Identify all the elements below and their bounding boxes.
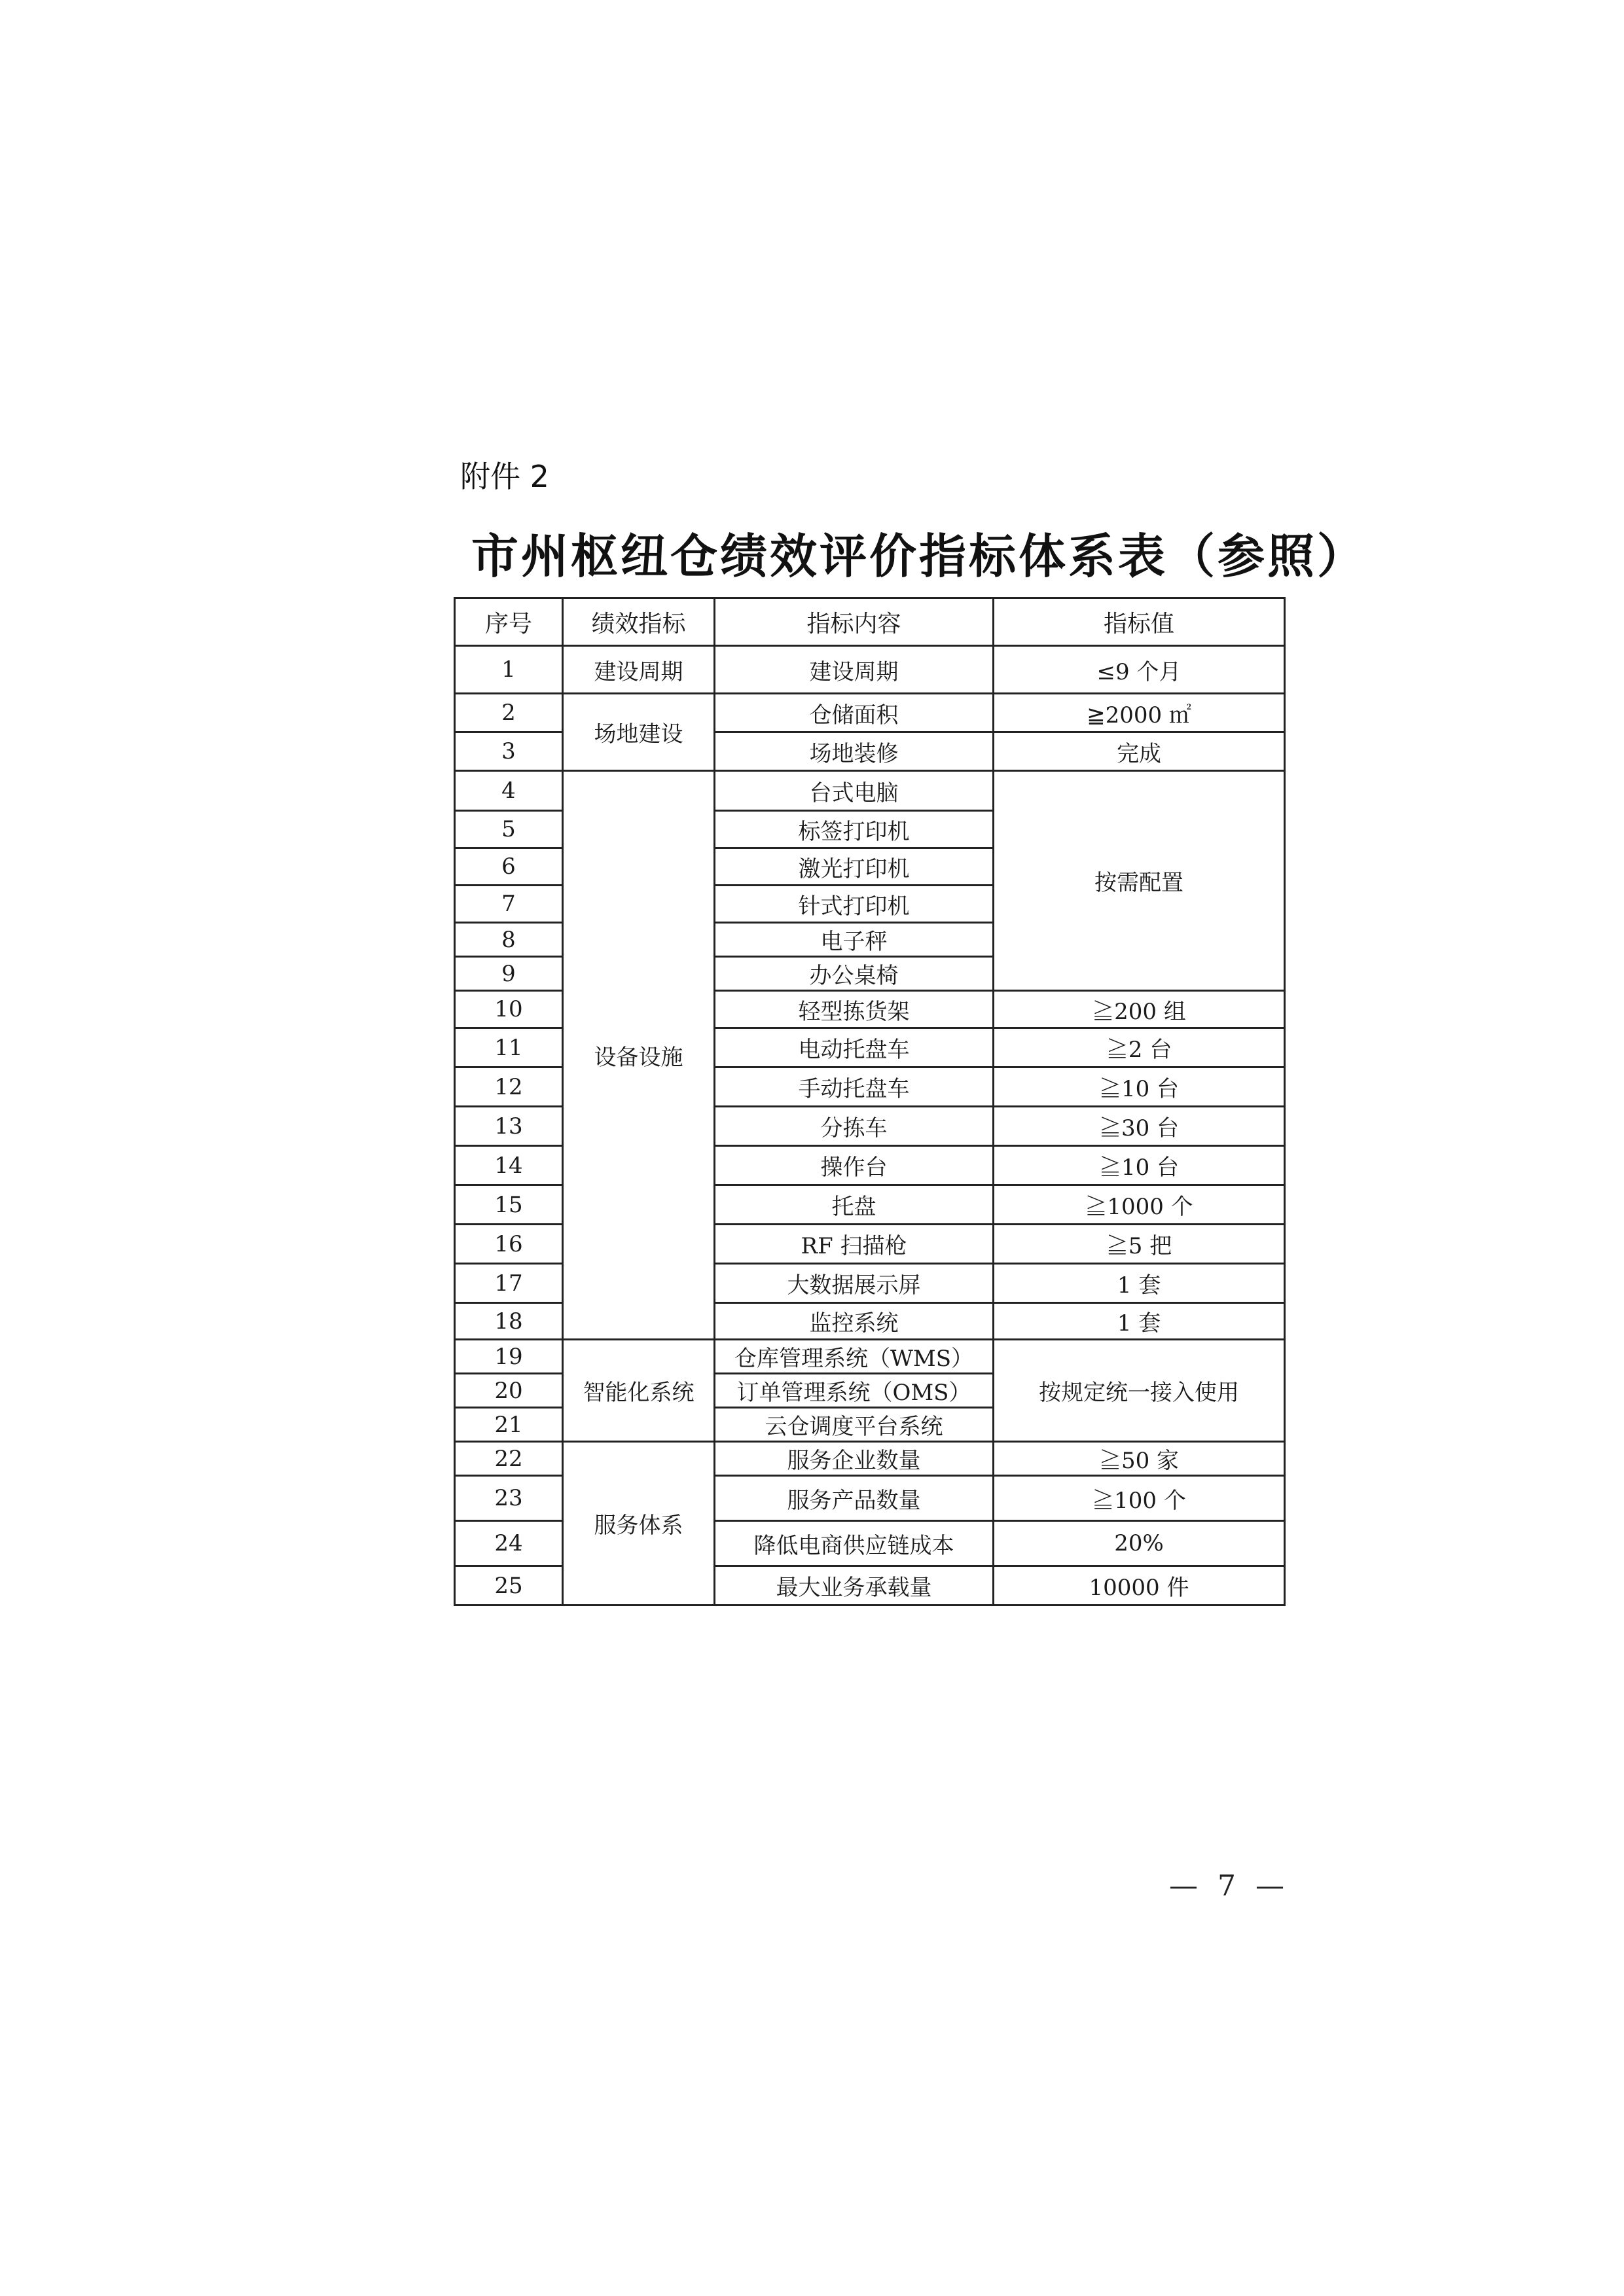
content-cell: 操作台 <box>715 1146 994 1185</box>
content-cell: 仓储面积 <box>715 694 994 732</box>
value-cell: ≧2 台 <box>994 1028 1285 1067</box>
serial-cell: 22 <box>455 1442 563 1476</box>
value-cell: 1 套 <box>994 1264 1285 1303</box>
content-cell: 针式打印机 <box>715 886 994 923</box>
serial-cell: 24 <box>455 1521 563 1566</box>
content-cell: 轻型拣货架 <box>715 991 994 1028</box>
header-serial-number: 序号 <box>455 598 563 646</box>
indicator-table <box>454 597 1286 1606</box>
serial-cell: 21 <box>455 1408 563 1442</box>
table-row <box>455 646 1285 694</box>
serial-cell: 1 <box>455 646 563 694</box>
serial-cell: 3 <box>455 732 563 771</box>
serial-cell: 8 <box>455 923 563 957</box>
serial-cell: 11 <box>455 1028 563 1067</box>
table-row <box>455 1340 1285 1374</box>
value-cell: 完成 <box>994 732 1285 771</box>
content-cell: 分拣车 <box>715 1107 994 1146</box>
serial-cell: 9 <box>455 957 563 991</box>
serial-cell: 17 <box>455 1264 563 1303</box>
value-cell: 按需配置 <box>994 771 1285 991</box>
table-row <box>455 1442 1285 1476</box>
table-header-row <box>455 598 1285 646</box>
content-cell: 云仓调度平台系统 <box>715 1408 994 1442</box>
content-cell: 办公桌椅 <box>715 957 994 991</box>
content-cell: 仓库管理系统（WMS） <box>715 1340 994 1374</box>
value-cell: 20% <box>994 1521 1285 1566</box>
content-cell: 标签打印机 <box>715 811 994 848</box>
value-cell: ≧1000 个 <box>994 1185 1285 1225</box>
attachment-label: 附件 2 <box>460 459 549 494</box>
serial-cell: 14 <box>455 1146 563 1185</box>
value-cell: 1 套 <box>994 1303 1285 1340</box>
category-cell: 智能化系统 <box>563 1340 715 1442</box>
content-cell: 订单管理系统（OMS） <box>715 1374 994 1408</box>
content-cell: 建设周期 <box>715 646 994 694</box>
serial-cell: 18 <box>455 1303 563 1340</box>
value-cell: ≤9 个月 <box>994 646 1285 694</box>
value-cell: 按规定统一接入使用 <box>994 1340 1285 1442</box>
value-cell: ≧5 把 <box>994 1225 1285 1264</box>
content-cell: 最大业务承载量 <box>715 1566 994 1605</box>
serial-cell: 2 <box>455 694 563 732</box>
serial-cell: 4 <box>455 771 563 811</box>
category-cell: 场地建设 <box>563 694 715 771</box>
content-cell: 电子秤 <box>715 923 994 957</box>
value-cell: ≧2000 ㎡ <box>994 694 1285 732</box>
serial-cell: 10 <box>455 991 563 1028</box>
header-indicator-content: 指标内容 <box>715 598 994 646</box>
serial-cell: 23 <box>455 1476 563 1521</box>
serial-cell: 20 <box>455 1374 563 1408</box>
category-cell: 服务体系 <box>563 1442 715 1605</box>
content-cell: 激光打印机 <box>715 848 994 886</box>
value-cell: 10000 件 <box>994 1566 1285 1605</box>
serial-cell: 25 <box>455 1566 563 1605</box>
value-cell: ≧100 个 <box>994 1476 1285 1521</box>
value-cell: ≧10 台 <box>994 1146 1285 1185</box>
serial-cell: 15 <box>455 1185 563 1225</box>
serial-cell: 12 <box>455 1067 563 1107</box>
content-cell: 服务产品数量 <box>715 1476 994 1521</box>
content-cell: 台式电脑 <box>715 771 994 811</box>
table-row <box>455 771 1285 811</box>
header-indicator: 绩效指标 <box>563 598 715 646</box>
serial-cell: 5 <box>455 811 563 848</box>
value-cell: ≧50 家 <box>994 1442 1285 1476</box>
content-cell: 大数据展示屏 <box>715 1264 994 1303</box>
value-cell: ≧10 台 <box>994 1067 1285 1107</box>
category-cell: 设备设施 <box>563 771 715 1340</box>
content-cell: 电动托盘车 <box>715 1028 994 1067</box>
table-row <box>455 694 1285 732</box>
value-cell: ≧200 组 <box>994 991 1285 1028</box>
content-cell: 降低电商供应链成本 <box>715 1521 994 1566</box>
category-cell: 建设周期 <box>563 646 715 694</box>
value-cell: ≧30 台 <box>994 1107 1285 1146</box>
serial-cell: 16 <box>455 1225 563 1264</box>
content-cell: 托盘 <box>715 1185 994 1225</box>
content-cell: 场地装修 <box>715 732 994 771</box>
content-cell: 服务企业数量 <box>715 1442 994 1476</box>
serial-cell: 19 <box>455 1340 563 1374</box>
content-cell: 监控系统 <box>715 1303 994 1340</box>
header-indicator-value: 指标值 <box>994 598 1285 646</box>
serial-cell: 6 <box>455 848 563 886</box>
content-cell: RF 扫描枪 <box>715 1225 994 1264</box>
document-title: 市州枢纽仓绩效评价指标体系表（参照） <box>471 529 1367 584</box>
serial-cell: 7 <box>455 886 563 923</box>
serial-cell: 13 <box>455 1107 563 1146</box>
content-cell: 手动托盘车 <box>715 1067 994 1107</box>
page-number: — 7 — <box>1169 1869 1290 1903</box>
